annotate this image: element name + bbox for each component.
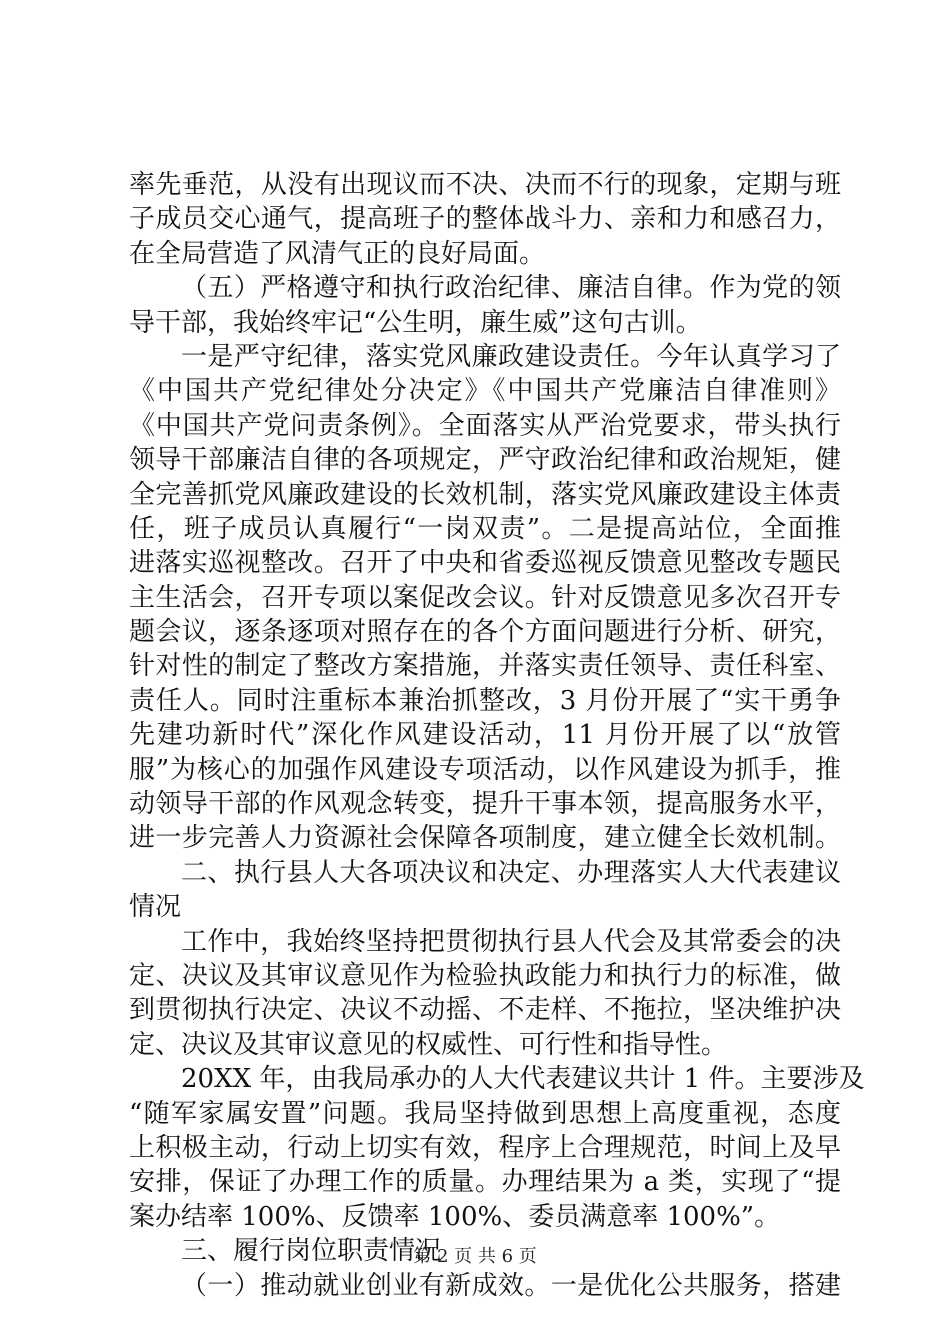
text-line: 全完善抓党风廉政建设的长效机制，落实党风廉政建设主体责	[129, 479, 841, 510]
text-line: 安排，保证了办理工作的质量。办理结果为 a 类，实现了“提	[129, 1167, 841, 1198]
text-line: 上积极主动，行动上切实有效，程序上合理规范，时间上及早	[129, 1132, 841, 1163]
text-line: 子成员交心通气，提高班子的整体战斗力、亲和力和感召力，	[129, 204, 841, 235]
text-line: 题会议，逐条逐项对照存在的各个方面问题进行分析、研究，	[129, 617, 841, 648]
text-line: “随军家属安置”问题。我局坚持做到思想上高度重视，态度	[129, 1098, 841, 1129]
text-line: 领导干部廉洁自律的各项规定，严守政治纪律和政治规矩，健	[129, 445, 841, 476]
text-line: 动领导干部的作风观念转变，提升干事本领，提高服务水平，	[129, 789, 841, 820]
body-text	[129, 168, 865, 1303]
text-line: 导干部，我始终牢记“公生明，廉生威”这句古训。	[129, 307, 702, 338]
text-line: 责任人。同时注重标本兼治抓整改，3 月份开展了“实干勇争	[129, 685, 841, 716]
text-line: （一）推动就业创业有新成效。一是优化公共服务，搭建	[181, 1270, 841, 1301]
text-line: 一是严守纪律，落实党风廉政建设责任。今年认真学习了	[181, 341, 841, 372]
text-line: 先建功新时代”深化作风建设活动，11 月份开展了以“放管	[129, 720, 841, 751]
text-line: 定、决议及其审议意见的权威性、可行性和指导性。	[129, 1029, 728, 1060]
page-footer: 第 2 页 共 6 页	[413, 1246, 537, 1267]
text-line: 定、决议及其审议意见作为检验执政能力和执行力的标准，做	[129, 960, 841, 991]
text-line: 三、履行岗位职责情况	[181, 1236, 442, 1267]
text-line: 情况	[129, 892, 182, 923]
text-line: 率先垂范，从没有出现议而不决、决而不行的现象，定期与班	[129, 170, 841, 200]
text-line: 到贯彻执行决定、决议不动摇、不走样、不拖拉，坚决维护决	[129, 995, 841, 1026]
text-line: 案办结率 100%、反馈率 100%、委员满意率 100%”。	[129, 1201, 781, 1232]
text-line: 进一步完善人力资源社会保障各项制度，建立健全长效机制。	[129, 823, 841, 854]
text-line: 服”为核心的加强作风建设专项活动，以作风建设为抓手，推	[129, 754, 841, 785]
text-line: 主生活会，召开专项以案促改会议。针对反馈意见多次召开专	[129, 582, 841, 613]
text-line: 在全局营造了风清气正的良好局面。	[129, 238, 546, 269]
text-line: 进落实巡视整改。召开了中央和省委巡视反馈意见整改专题民	[129, 548, 841, 579]
text-line: 《中国共产党纪律处分决定》《中国共产党廉洁自律准则》	[129, 376, 841, 407]
text-line: 20XX 年，由我局承办的人大代表建议共计 1 件。主要涉及	[181, 1064, 865, 1095]
text-line: 任，班子成员认真履行“一岗双责”。二是提高站位，全面推	[129, 513, 841, 544]
text-line: 工作中，我始终坚持把贯彻执行县人代会及其常委会的决	[181, 926, 841, 957]
text-line: （五）严格遵守和执行政治纪律、廉洁自律。作为党的领	[181, 273, 841, 304]
text-line: 针对性的制定了整改方案措施，并落实责任领导、责任科室、	[129, 651, 841, 682]
text-line: 二、执行县人大各项决议和决定、办理落实人大代表建议	[181, 857, 841, 888]
text-line: 《中国共产党问责条例》。全面落实从严治党要求，带头执行	[129, 410, 841, 441]
